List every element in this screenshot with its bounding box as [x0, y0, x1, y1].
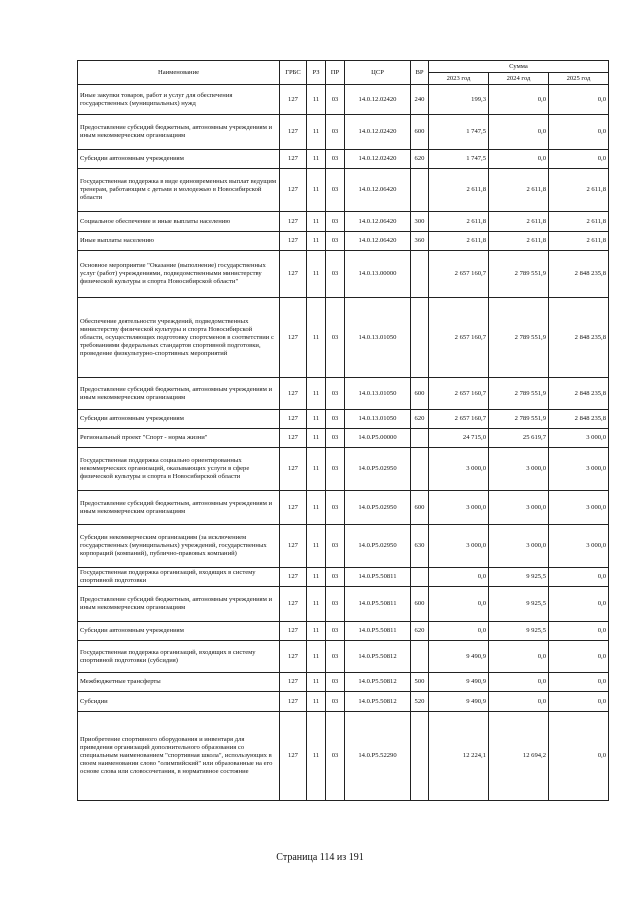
header-year-2023: 2023 год: [429, 73, 489, 85]
table-row: [78, 150, 609, 169]
cell-rz: 11: [307, 298, 326, 378]
cell-rz: 11: [307, 525, 326, 568]
cell-grbs: 127: [280, 641, 307, 673]
table-row: [78, 232, 609, 251]
cell-vr: [411, 298, 429, 378]
cell-vr: 630: [411, 525, 429, 568]
cell-name: Субсидии автономным учреждениям: [78, 150, 280, 169]
cell-csr: 14.0.P5.50811: [345, 587, 411, 622]
cell-vr: [411, 448, 429, 491]
cell-v2023: 2 611,8: [429, 212, 489, 232]
table-row: [78, 491, 609, 525]
cell-rz: 11: [307, 448, 326, 491]
cell-rz: 11: [307, 587, 326, 622]
cell-v2024: 25 619,7: [489, 429, 549, 448]
cell-grbs: 127: [280, 525, 307, 568]
header-rz: РЗ: [307, 61, 326, 85]
cell-name: Предоставление субсидий бюджетным, автономным учреждениям и иным некоммерческим организациям: [78, 491, 280, 525]
cell-grbs: 127: [280, 85, 307, 115]
cell-pr: 03: [326, 212, 345, 232]
cell-name: Иные закупки товаров, работ и услуг для обеспечения государственных (муниципальных) нужд: [78, 85, 280, 115]
cell-grbs: 127: [280, 622, 307, 641]
table-row: [78, 448, 609, 491]
cell-pr: 03: [326, 641, 345, 673]
cell-v2024: 2 789 551,9: [489, 298, 549, 378]
cell-v2024: 2 611,8: [489, 212, 549, 232]
cell-name: Субсидии автономным учреждениям: [78, 410, 280, 429]
cell-vr: 620: [411, 622, 429, 641]
cell-v2023: 9 490,9: [429, 673, 489, 692]
cell-rz: 11: [307, 115, 326, 150]
cell-rz: 11: [307, 410, 326, 429]
cell-rz: 11: [307, 232, 326, 251]
cell-v2023: 9 490,9: [429, 692, 489, 712]
table-row: [78, 622, 609, 641]
table-row: [78, 378, 609, 410]
cell-v2024: 2 789 551,9: [489, 251, 549, 298]
cell-grbs: 127: [280, 150, 307, 169]
cell-csr: 14.0.12.02420: [345, 150, 411, 169]
cell-v2023: 2 657 160,7: [429, 298, 489, 378]
cell-rz: 11: [307, 85, 326, 115]
cell-pr: 03: [326, 251, 345, 298]
cell-v2024: 3 000,0: [489, 448, 549, 491]
cell-name: Государственная поддержка организаций, входящих в систему спортивной подготовки (субсидия): [78, 641, 280, 673]
header-year-2025: 2025 год: [549, 73, 609, 85]
cell-pr: 03: [326, 169, 345, 212]
header-grbs: ГРБС: [280, 61, 307, 85]
cell-v2025: 2 848 235,8: [549, 298, 609, 378]
cell-v2023: 199,3: [429, 85, 489, 115]
cell-csr: 14.0.P5.02950: [345, 491, 411, 525]
cell-vr: 600: [411, 115, 429, 150]
cell-vr: 600: [411, 378, 429, 410]
cell-v2023: 1 747,5: [429, 150, 489, 169]
cell-v2025: 0,0: [549, 712, 609, 801]
cell-v2023: 12 224,1: [429, 712, 489, 801]
cell-csr: 14.0.P5.52290: [345, 712, 411, 801]
cell-rz: 11: [307, 712, 326, 801]
cell-v2024: 2 789 551,9: [489, 410, 549, 429]
cell-v2024: 0,0: [489, 673, 549, 692]
cell-csr: 14.0.12.02420: [345, 115, 411, 150]
table-row: [78, 525, 609, 568]
cell-v2023: 2 657 160,7: [429, 410, 489, 429]
cell-v2024: 0,0: [489, 641, 549, 673]
cell-vr: 240: [411, 85, 429, 115]
table-row: [78, 429, 609, 448]
cell-name: Основное мероприятие "Оказание (выполнение) государственных услуг (работ) учреждениями, подведомственными министерству физической культуры и спорта Новосибирской области": [78, 251, 280, 298]
cell-grbs: 127: [280, 212, 307, 232]
cell-pr: 03: [326, 692, 345, 712]
cell-csr: 14.0.13.01050: [345, 298, 411, 378]
cell-vr: 520: [411, 692, 429, 712]
cell-csr: 14.0.P5.02950: [345, 525, 411, 568]
cell-pr: 03: [326, 525, 345, 568]
cell-pr: 03: [326, 491, 345, 525]
cell-pr: 03: [326, 429, 345, 448]
cell-v2023: 3 000,0: [429, 491, 489, 525]
cell-v2025: 0,0: [549, 641, 609, 673]
cell-csr: 14.0.13.01050: [345, 410, 411, 429]
table-row: [78, 587, 609, 622]
cell-v2023: 0,0: [429, 622, 489, 641]
cell-pr: 03: [326, 378, 345, 410]
cell-v2023: 2 611,8: [429, 232, 489, 251]
cell-csr: 14.0.12.02420: [345, 85, 411, 115]
table-row: [78, 641, 609, 673]
cell-rz: 11: [307, 169, 326, 212]
header-vr: ВР: [411, 61, 429, 85]
cell-rz: 11: [307, 641, 326, 673]
cell-pr: 03: [326, 85, 345, 115]
cell-name: Субсидии автономным учреждениям: [78, 622, 280, 641]
cell-pr: 03: [326, 410, 345, 429]
cell-v2025: 3 000,0: [549, 491, 609, 525]
cell-csr: 14.0.P5.02950: [345, 448, 411, 491]
cell-pr: 03: [326, 622, 345, 641]
cell-v2025: 0,0: [549, 673, 609, 692]
cell-v2024: 9 925,5: [489, 587, 549, 622]
cell-name: Государственная поддержка организаций, входящих в систему спортивной подготовки: [78, 568, 280, 587]
page-number: Страница 114 из 191: [276, 852, 364, 863]
header-csr: ЦСР: [345, 61, 411, 85]
cell-vr: 620: [411, 150, 429, 169]
cell-vr: 500: [411, 673, 429, 692]
cell-vr: 620: [411, 410, 429, 429]
cell-csr: 14.0.12.06420: [345, 212, 411, 232]
cell-pr: 03: [326, 150, 345, 169]
cell-name: Предоставление субсидий бюджетным, автономным учреждениям и иным некоммерческим организациям: [78, 587, 280, 622]
cell-vr: [411, 568, 429, 587]
cell-rz: 11: [307, 429, 326, 448]
header-pr: ПР: [326, 61, 345, 85]
header-sum: Сумма: [429, 61, 609, 73]
table-body: [78, 85, 609, 801]
cell-name: Межбюджетные трансферты: [78, 673, 280, 692]
cell-grbs: 127: [280, 298, 307, 378]
cell-vr: [411, 712, 429, 801]
cell-name: Приобретение спортивного оборудования и инвентаря для приведения организаций дополнительного образования со специальным наименованием "спортивная школа", использующих в своем наименовании слово "олимпийский" или образованные на его основе слова или словосочетания, в нормативное состояние: [78, 712, 280, 801]
cell-v2025: 2 848 235,8: [549, 378, 609, 410]
cell-grbs: 127: [280, 448, 307, 491]
table-row: [78, 298, 609, 378]
cell-rz: 11: [307, 622, 326, 641]
cell-v2023: 1 747,5: [429, 115, 489, 150]
cell-v2024: 3 000,0: [489, 491, 549, 525]
cell-pr: 03: [326, 232, 345, 251]
cell-csr: 14.0.12.06420: [345, 232, 411, 251]
cell-v2025: 0,0: [549, 692, 609, 712]
cell-v2024: 9 925,5: [489, 622, 549, 641]
cell-v2024: 2 611,8: [489, 169, 549, 212]
cell-rz: 11: [307, 212, 326, 232]
cell-v2024: 0,0: [489, 692, 549, 712]
table-row: [78, 85, 609, 115]
cell-vr: [411, 641, 429, 673]
cell-vr: [411, 169, 429, 212]
cell-name: Субсидии некоммерческим организациям (за исключением государственных (муниципальных) учреждений, государственных корпораций (компаний), публично-правовых компаний): [78, 525, 280, 568]
cell-rz: 11: [307, 150, 326, 169]
cell-vr: 600: [411, 491, 429, 525]
table-row: [78, 712, 609, 801]
cell-grbs: 127: [280, 429, 307, 448]
cell-vr: [411, 251, 429, 298]
cell-v2025: 3 000,0: [549, 429, 609, 448]
cell-rz: 11: [307, 673, 326, 692]
header-name: Наименование: [78, 61, 280, 85]
cell-name: Обеспечение деятельности учреждений, подведомственных министерству физической культуры и спорта Новосибирской области, осуществляющих подготовку спортсменов в соответствии с требованиями федеральных стандартов спортивной подготовки, проведение физкультурно-спортивных мероприятий: [78, 298, 280, 378]
cell-v2023: 0,0: [429, 568, 489, 587]
cell-name: Субсидии: [78, 692, 280, 712]
cell-v2024: 0,0: [489, 115, 549, 150]
cell-rz: 11: [307, 692, 326, 712]
table-row: [78, 568, 609, 587]
cell-v2023: 2 657 160,7: [429, 251, 489, 298]
cell-pr: 03: [326, 673, 345, 692]
cell-v2024: 2 789 551,9: [489, 378, 549, 410]
cell-v2025: 2 611,8: [549, 169, 609, 212]
cell-v2024: 12 694,2: [489, 712, 549, 801]
cell-grbs: 127: [280, 115, 307, 150]
cell-name: Государственная поддержка социально ориентированных некоммерческих организаций, оказывающих услуги в сфере физической культуры и спорта в Новосибирской области: [78, 448, 280, 491]
cell-csr: 14.0.P5.50812: [345, 673, 411, 692]
cell-pr: 03: [326, 298, 345, 378]
cell-v2023: 3 000,0: [429, 525, 489, 568]
cell-v2025: 2 611,8: [549, 212, 609, 232]
cell-vr: 300: [411, 212, 429, 232]
cell-vr: 600: [411, 587, 429, 622]
cell-rz: 11: [307, 378, 326, 410]
cell-csr: 14.0.12.06420: [345, 169, 411, 212]
cell-grbs: 127: [280, 232, 307, 251]
cell-pr: 03: [326, 712, 345, 801]
cell-v2025: 0,0: [549, 622, 609, 641]
cell-v2024: 0,0: [489, 85, 549, 115]
cell-v2024: 3 000,0: [489, 525, 549, 568]
cell-grbs: 127: [280, 712, 307, 801]
cell-pr: 03: [326, 587, 345, 622]
budget-table: [77, 60, 609, 801]
cell-v2023: 2 657 160,7: [429, 378, 489, 410]
cell-csr: 14.0.P5.50812: [345, 692, 411, 712]
cell-grbs: 127: [280, 169, 307, 212]
cell-pr: 03: [326, 115, 345, 150]
cell-v2025: 0,0: [549, 150, 609, 169]
cell-v2025: 3 000,0: [549, 448, 609, 491]
cell-v2024: 9 925,5: [489, 568, 549, 587]
cell-grbs: 127: [280, 410, 307, 429]
cell-v2024: 2 611,8: [489, 232, 549, 251]
cell-rz: 11: [307, 491, 326, 525]
cell-csr: 14.0.P5.50811: [345, 568, 411, 587]
cell-grbs: 127: [280, 251, 307, 298]
cell-v2023: 2 611,8: [429, 169, 489, 212]
cell-v2023: 9 490,9: [429, 641, 489, 673]
cell-grbs: 127: [280, 692, 307, 712]
cell-vr: [411, 429, 429, 448]
cell-v2023: 0,0: [429, 587, 489, 622]
cell-v2025: 0,0: [549, 85, 609, 115]
cell-v2024: 0,0: [489, 150, 549, 169]
cell-v2025: 0,0: [549, 568, 609, 587]
table-row: [78, 251, 609, 298]
cell-grbs: 127: [280, 673, 307, 692]
cell-name: Предоставление субсидий бюджетным, автономным учреждениям и иным некоммерческим организациям: [78, 378, 280, 410]
cell-rz: 11: [307, 251, 326, 298]
cell-csr: 14.0.P5.50811: [345, 622, 411, 641]
cell-v2025: 2 848 235,8: [549, 410, 609, 429]
cell-csr: 14.0.13.01050: [345, 378, 411, 410]
cell-grbs: 127: [280, 587, 307, 622]
table-row: [78, 673, 609, 692]
cell-name: Социальное обеспечение и иные выплаты населению: [78, 212, 280, 232]
cell-grbs: 127: [280, 568, 307, 587]
table-row: [78, 212, 609, 232]
cell-v2023: 24 715,0: [429, 429, 489, 448]
cell-csr: 14.0.P5.50812: [345, 641, 411, 673]
cell-v2023: 3 000,0: [429, 448, 489, 491]
cell-v2025: 2 611,8: [549, 232, 609, 251]
cell-name: Иные выплаты населению: [78, 232, 280, 251]
cell-name: Государственная поддержка в виде единовременных выплат ведущим тренерам, работающим с детьми и молодежью в Новосибирской области: [78, 169, 280, 212]
cell-name: Предоставление субсидий бюджетным, автономным учреждениям и иным некоммерческим организациям: [78, 115, 280, 150]
table-row: [78, 692, 609, 712]
cell-grbs: 127: [280, 378, 307, 410]
cell-v2025: 3 000,0: [549, 525, 609, 568]
cell-csr: 14.0.P5.00000: [345, 429, 411, 448]
cell-v2025: 2 848 235,8: [549, 251, 609, 298]
cell-name: Региональный проект "Спорт - норма жизни": [78, 429, 280, 448]
cell-v2025: 0,0: [549, 587, 609, 622]
cell-csr: 14.0.13.00000: [345, 251, 411, 298]
cell-grbs: 127: [280, 491, 307, 525]
table-row: [78, 410, 609, 429]
cell-pr: 03: [326, 568, 345, 587]
cell-v2025: 0,0: [549, 115, 609, 150]
cell-pr: 03: [326, 448, 345, 491]
cell-rz: 11: [307, 568, 326, 587]
cell-vr: 360: [411, 232, 429, 251]
table-row: [78, 169, 609, 212]
header-year-2024: 2024 год: [489, 73, 549, 85]
table-row: [78, 115, 609, 150]
